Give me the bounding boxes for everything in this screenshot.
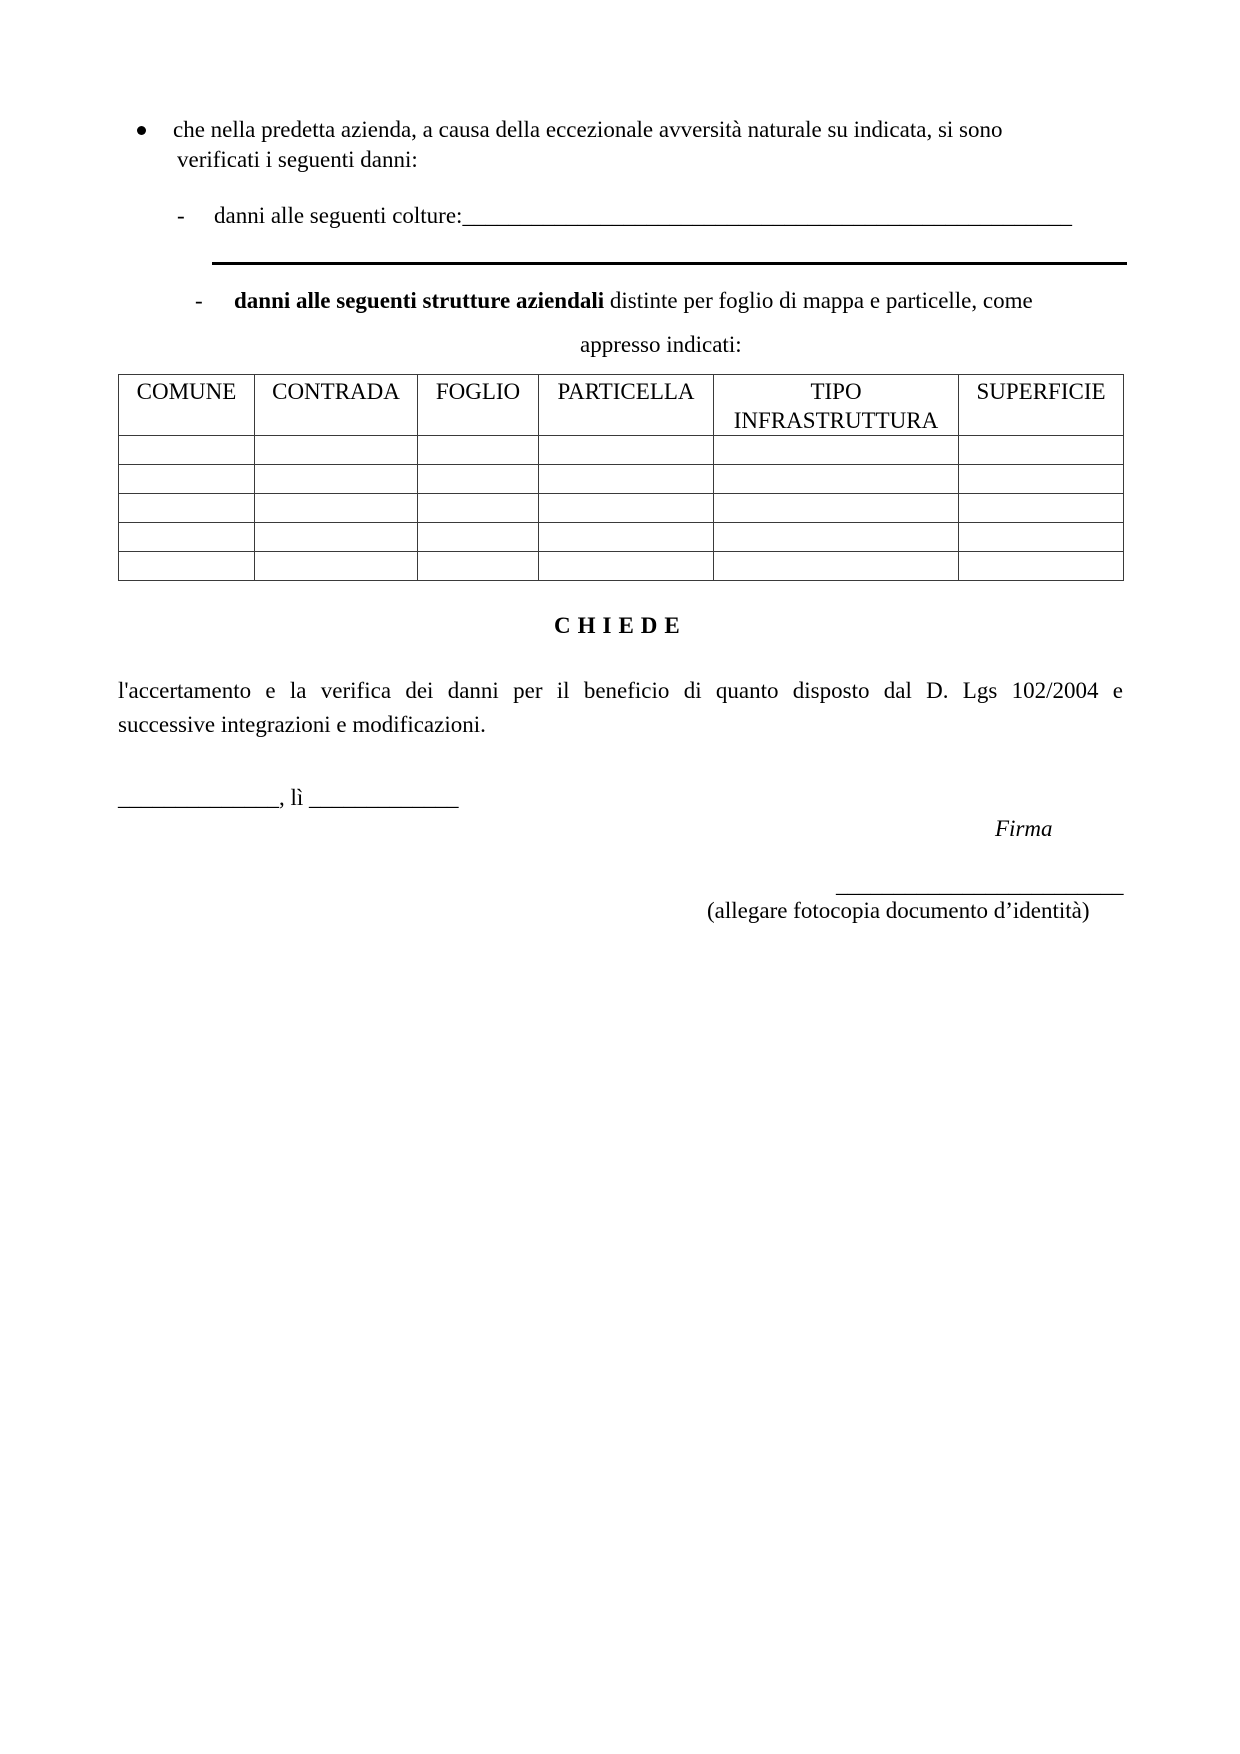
- table-row: [119, 552, 1124, 581]
- table-row: [119, 436, 1124, 465]
- table-cell[interactable]: [714, 494, 959, 523]
- table-row: [119, 494, 1124, 523]
- header-contrada: CONTRADA: [255, 375, 418, 436]
- table-header-row: [119, 375, 1124, 436]
- table-row: [119, 523, 1124, 552]
- colture-dash: -: [177, 203, 185, 228]
- damages-table: [118, 374, 1124, 581]
- header-tipo-infrastruttura: TIPO INFRASTRUTTURA: [714, 375, 959, 436]
- table-cell[interactable]: [119, 436, 255, 465]
- colture-continuation-line: [212, 262, 1127, 265]
- header-particella: PARTICELLA: [539, 375, 714, 436]
- table-cell[interactable]: [539, 552, 714, 581]
- strutture-line-2: appresso indicati:: [580, 332, 742, 357]
- table-cell[interactable]: [119, 552, 255, 581]
- header-comune: COMUNE: [119, 375, 255, 436]
- table-cell[interactable]: [539, 494, 714, 523]
- bullet-icon: [137, 126, 146, 135]
- table-cell[interactable]: [119, 523, 255, 552]
- table-row: [119, 465, 1124, 494]
- strutture-rest: distinte per foglio di mappa e particelle, come: [604, 288, 1033, 313]
- table-cell[interactable]: [255, 436, 418, 465]
- request-line-2: successive integrazioni e modificazioni.: [118, 712, 486, 737]
- table-cell[interactable]: [119, 494, 255, 523]
- intro-line-2: verificati i seguenti danni:: [177, 147, 418, 172]
- strutture-line-1: [234, 288, 1033, 314]
- table-cell[interactable]: [255, 552, 418, 581]
- strutture-dash: -: [195, 288, 203, 313]
- table-cell[interactable]: [418, 552, 539, 581]
- table-cell[interactable]: [255, 523, 418, 552]
- colture-field: danni alle seguenti colture:_____________________________________________________: [214, 203, 1072, 228]
- table-cell[interactable]: [959, 523, 1124, 552]
- chiede-heading: CHIEDE: [554, 613, 687, 638]
- table-cell[interactable]: [959, 436, 1124, 465]
- table-cell[interactable]: [714, 523, 959, 552]
- table-cell[interactable]: [418, 494, 539, 523]
- table-cell[interactable]: [255, 494, 418, 523]
- request-line-1: l'accertamento e la verifica dei danni per il beneficio di quanto disposto dal D. Lgs 102/2004 e: [118, 678, 1123, 703]
- id-document-note: (allegare fotocopia documento d’identità): [707, 898, 1090, 923]
- table-cell[interactable]: [959, 494, 1124, 523]
- table-cell[interactable]: [539, 465, 714, 494]
- table-cell[interactable]: [959, 552, 1124, 581]
- firma-label: Firma: [995, 816, 1053, 841]
- table-cell[interactable]: [119, 465, 255, 494]
- strutture-bold: danni alle seguenti strutture aziendali: [234, 288, 605, 313]
- table-cell[interactable]: [959, 465, 1124, 494]
- table-cell[interactable]: [714, 436, 959, 465]
- table-cell[interactable]: [418, 465, 539, 494]
- table-cell[interactable]: [418, 436, 539, 465]
- table-cell[interactable]: [714, 465, 959, 494]
- table-cell[interactable]: [539, 436, 714, 465]
- intro-line-1: che nella predetta azienda, a causa della eccezionale avversità naturale su indicata, si sono: [173, 117, 1003, 142]
- table-cell[interactable]: [255, 465, 418, 494]
- place-date-field[interactable]: ______________, lì _____________: [118, 785, 459, 810]
- table-cell[interactable]: [714, 552, 959, 581]
- signature-line[interactable]: _________________________: [836, 872, 1124, 897]
- table-cell[interactable]: [539, 523, 714, 552]
- table-cell[interactable]: [418, 523, 539, 552]
- header-foglio: FOGLIO: [418, 375, 539, 436]
- header-superficie: SUPERFICIE: [959, 375, 1124, 436]
